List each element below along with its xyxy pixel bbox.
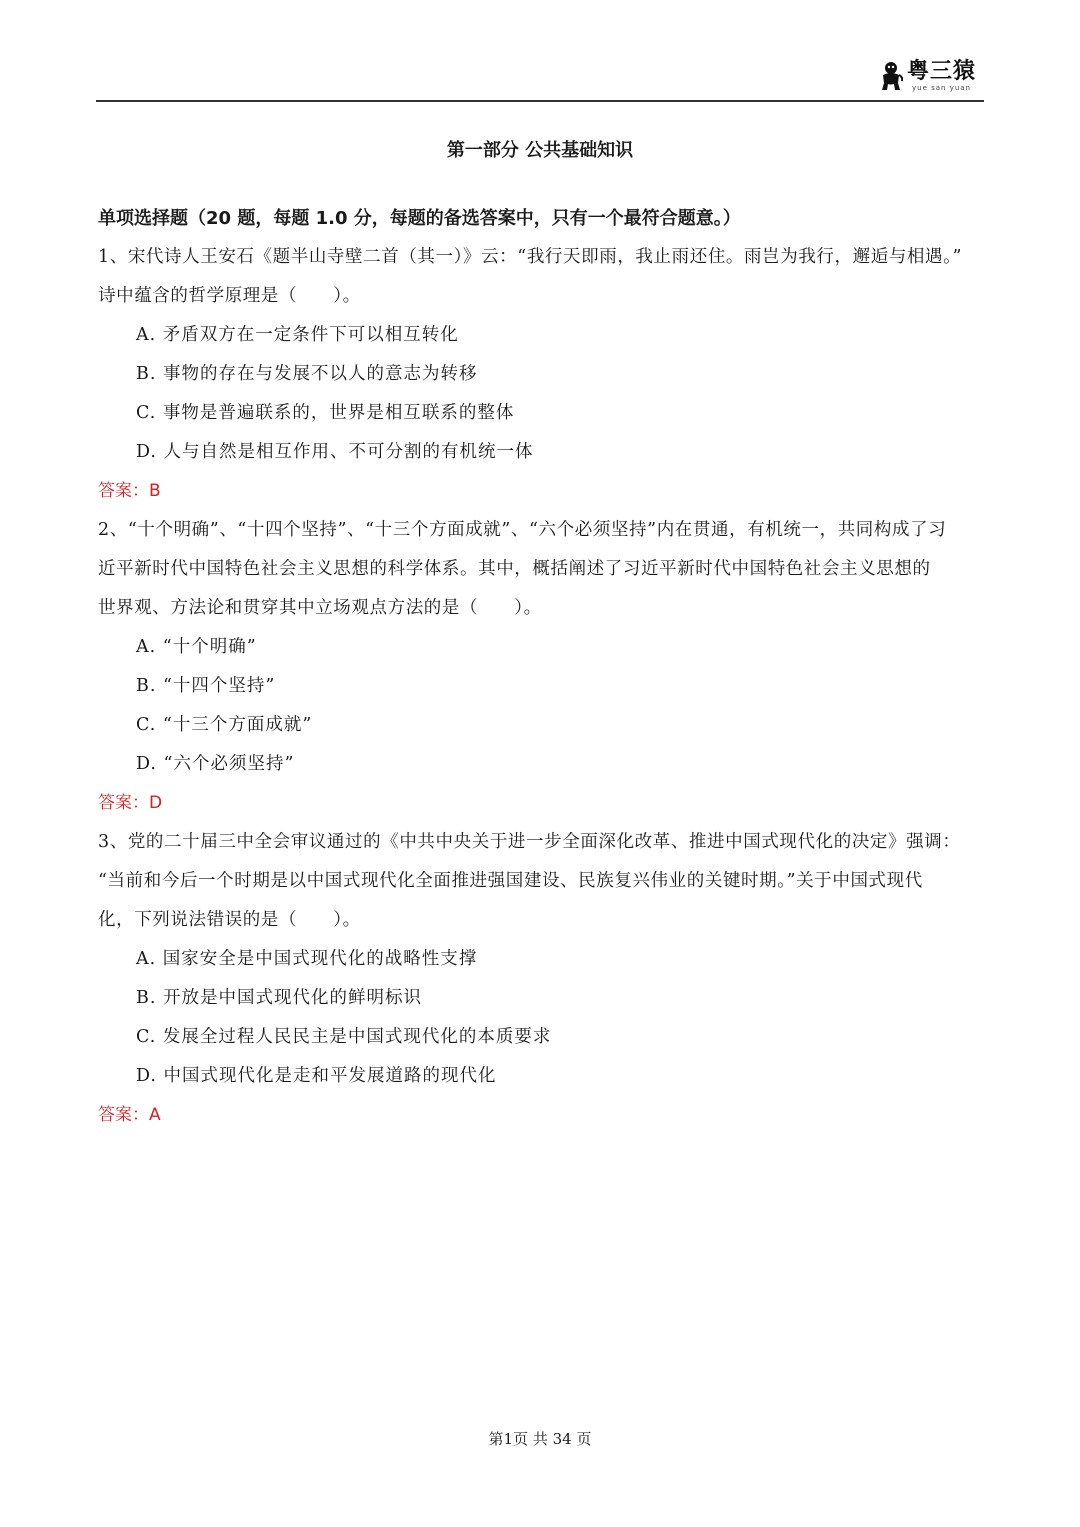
option-c: C. 事物是普遍联系的，世界是相互联系的整体 — [136, 403, 515, 423]
logo-name: 粤三猿 — [906, 59, 976, 84]
question-text: “当前和今后一个时期是以中国式现代化全面推进强国建设、民族复兴伟业的关键时期。”关于中国式现代 — [98, 871, 923, 891]
option-b: B. 事物的存在与发展不以人的意志为转移 — [136, 364, 478, 384]
answer-label: 答案：B — [98, 481, 161, 501]
question-text: 3、党的二十届三中全会审议通过的《中共中央关于进一步全面深化改革、推进中国式现代化的决定》强调： — [98, 832, 961, 852]
part-title: 第一部分 公共基础知识 — [446, 140, 634, 161]
monkey-icon — [879, 61, 903, 91]
question-list — [98, 238, 984, 1135]
logo-subtitle: yue san yuan — [911, 84, 971, 92]
option-d: D. 人与自然是相互作用、不可分割的有机统一体 — [136, 442, 534, 462]
question-text: 1、宋代诗人王安石《题半山寺壁二首（其一）》云：“我行天即雨，我止雨还住。雨岂为我行，邂逅与相遇。” — [98, 247, 963, 267]
brand-logo — [879, 60, 976, 92]
question-block — [98, 238, 984, 511]
question-text: 2、“十个明确”、“十四个坚持”、“十三个方面成就”、“六个必须坚持”内在贯通，有机统一，共同构成了习 — [98, 520, 947, 540]
option-a: A. “十个明确” — [136, 637, 257, 657]
question-text: 诗中蕴含的哲学原理是（ ）。 — [98, 286, 361, 306]
answer-label: 答案：D — [98, 793, 163, 813]
option-b: B. 开放是中国式现代化的鲜明标识 — [136, 988, 422, 1008]
option-a: A. 矛盾双方在一定条件下可以相互转化 — [136, 325, 459, 345]
option-c: C. 发展全过程人民民主是中国式现代化的本质要求 — [136, 1027, 552, 1047]
question-text: 世界观、方法论和贯穿其中立场观点方法的是（ ）。 — [98, 598, 542, 618]
option-a: A. 国家安全是中国式现代化的战略性支撑 — [136, 949, 478, 969]
answer-label: 答案：A — [98, 1105, 161, 1125]
option-c: C. “十三个方面成就” — [136, 715, 313, 735]
option-d: D. “六个必须坚持” — [136, 754, 295, 774]
page-header — [96, 56, 984, 102]
question-text: 近平新时代中国特色社会主义思想的科学体系。其中，概括阐述了习近平新时代中国特色社会主义思想的 — [98, 559, 931, 579]
question-text: 化，下列说法错误的是（ ）。 — [98, 910, 361, 930]
question-block — [98, 823, 984, 1135]
page-footer: 第1页 共 34 页 — [488, 1430, 592, 1448]
section-heading: 单项选择题（20 题，每题 1.0 分，每题的备选答案中，只有一个最符合题意。） — [98, 208, 741, 229]
question-block — [98, 511, 984, 823]
option-d: D. 中国式现代化是走和平发展道路的现代化 — [136, 1066, 497, 1086]
option-b: B. “十四个坚持” — [136, 676, 276, 696]
